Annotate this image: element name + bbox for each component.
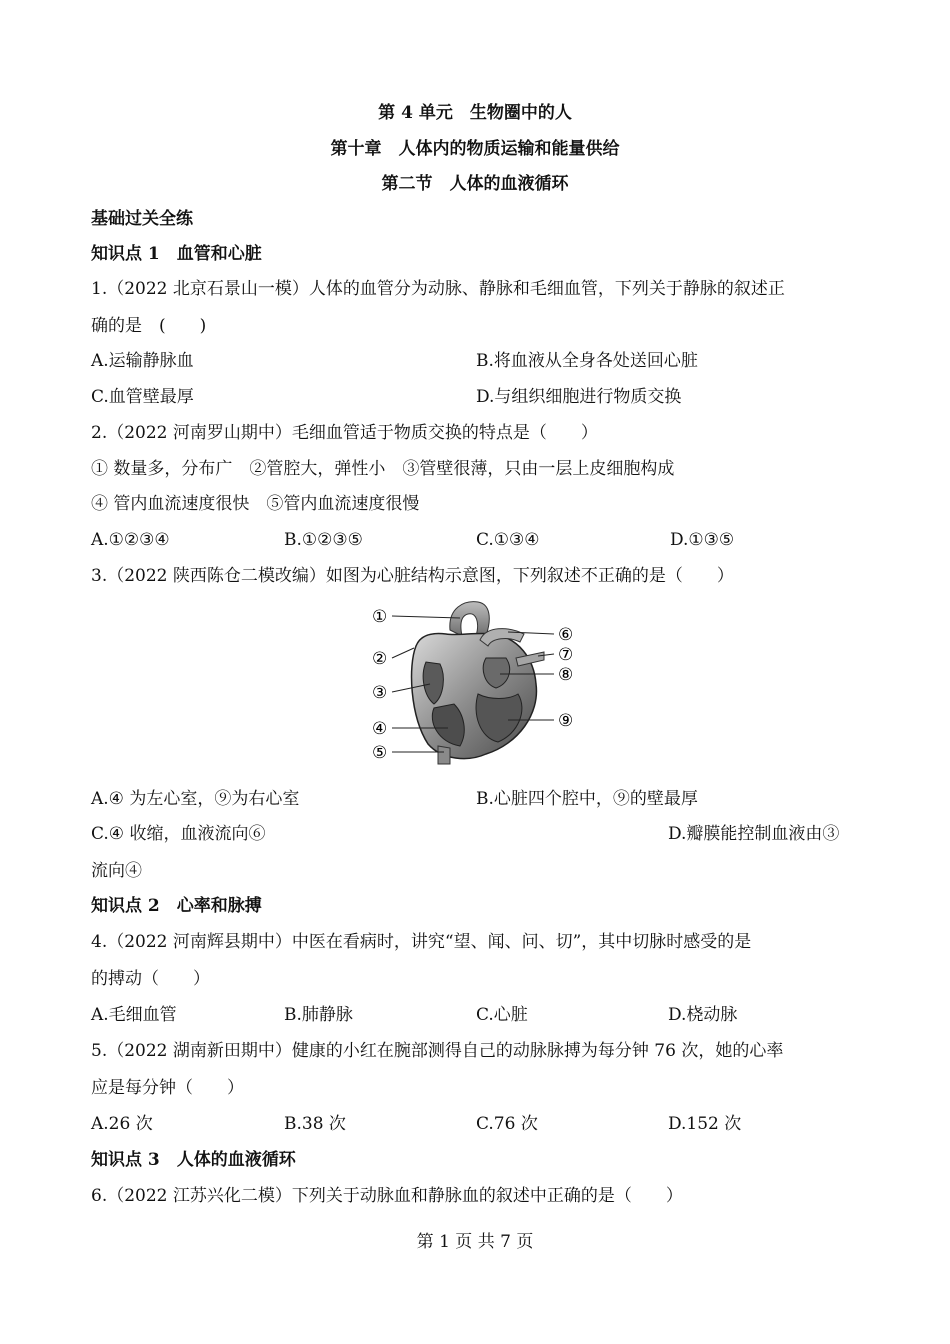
q5-option-c: C.76 次 [476,1114,538,1134]
q1-option-d: D.与组织细胞进行物质交换 [476,387,682,407]
q4-stem-line2: 的搏动（ ） [91,969,210,989]
q3-option-c: C.④ 收缩，血液流向⑥ [91,824,266,844]
q4-option-c: C.心脏 [476,1005,528,1025]
figure-label-6: ⑥ [558,625,574,645]
q2-items-line2: ④ 管内血流速度很快 ⑤管内血流速度很慢 [91,494,420,514]
knowledge-point-2-title: 知识点 2 心率和脉搏 [91,896,262,916]
practice-title: 基础过关全练 [91,209,193,229]
inferior-vena-cava-shape [438,746,450,764]
q5-stem-line2: 应是每分钟（ ） [91,1078,244,1098]
section-title: 第二节 人体的血液循环 [381,174,569,194]
q2-option-d: D.①③⑤ [670,530,735,550]
q3-option-b: B.心脏四个腔中，⑨的壁最厚 [476,789,698,809]
q2-option-a: A.①②③④ [91,530,170,550]
knowledge-point-1-title: 知识点 1 血管和心脏 [91,244,262,264]
q2-stem: 2.（2022 河南罗山期中）毛细血管适于物质交换的特点是（ ） [91,423,598,443]
q1-option-b: B.将血液从全身各处送回心脏 [476,351,698,371]
figure-label-7: ⑦ [558,645,574,665]
q4-stem-line1: 4.（2022 河南辉县期中）中医在看病时，讲究“望、闻、问、切”，其中切脉时感受的是 [91,932,752,952]
q2-items-line1: ① 数量多，分布广 ②管腔大，弹性小 ③管壁很薄，只由一层上皮细胞构成 [91,459,675,479]
q1-option-c: C.血管壁最厚 [91,387,194,407]
chapter-title: 第十章 人体内的物质运输和能量供给 [330,139,620,159]
q1-stem-line1: 1.（2022 北京石景山一模）人体的血管分为动脉、静脉和毛细血管，下列关于静脉的叙述正 [91,279,785,299]
q4-option-a: A.毛细血管 [91,1005,177,1025]
q1-option-a: A.运输静脉血 [91,351,194,371]
q2-option-c: C.①③④ [476,530,540,550]
figure-label-4: ④ [372,719,388,739]
figure-label-8: ⑧ [558,665,574,685]
leader-1 [392,616,460,618]
q5-stem-line1: 5.（2022 湖南新田期中）健康的小红在腕部测得自己的动脉脉搏为每分钟 76 次，她的心率 [91,1041,784,1061]
q5-option-a: A.26 次 [91,1114,153,1134]
q4-option-b: B.肺静脉 [284,1005,353,1025]
unit-title: 第 4 单元 生物圈中的人 [378,103,572,123]
heart-diagram [368,596,588,768]
figure-label-1: ① [372,607,388,627]
q4-option-d: D.桡动脉 [668,1005,738,1025]
q3-option-a: A.④ 为左心室，⑨为右心室 [91,789,300,809]
q1-stem-line2: 确的是 ( ) [91,316,207,336]
figure-label-5: ⑤ [372,743,388,763]
q5-option-d: D.152 次 [668,1114,742,1134]
page-number: 第 1 页 共 7 页 [416,1232,534,1252]
q3-option-d-continuation: 流向④ [91,861,142,881]
figure-label-3: ③ [372,683,388,703]
figure-label-9: ⑨ [558,711,574,731]
q3-stem: 3.（2022 陕西陈仓二模改编）如图为心脏结构示意图，下列叙述不正确的是（ ） [91,566,734,586]
q3-option-d: D.瓣膜能控制血液由③ [668,824,840,844]
aorta-shape [450,602,489,636]
leader-2 [392,648,414,658]
knowledge-point-3-title: 知识点 3 人体的血液循环 [91,1150,296,1170]
figure-label-2: ② [372,649,388,669]
q2-option-b: B.①②③⑤ [284,530,363,550]
q6-stem: 6.（2022 江苏兴化二模）下列关于动脉血和静脉血的叙述中正确的是（ ） [91,1186,683,1206]
q5-option-b: B.38 次 [284,1114,346,1134]
